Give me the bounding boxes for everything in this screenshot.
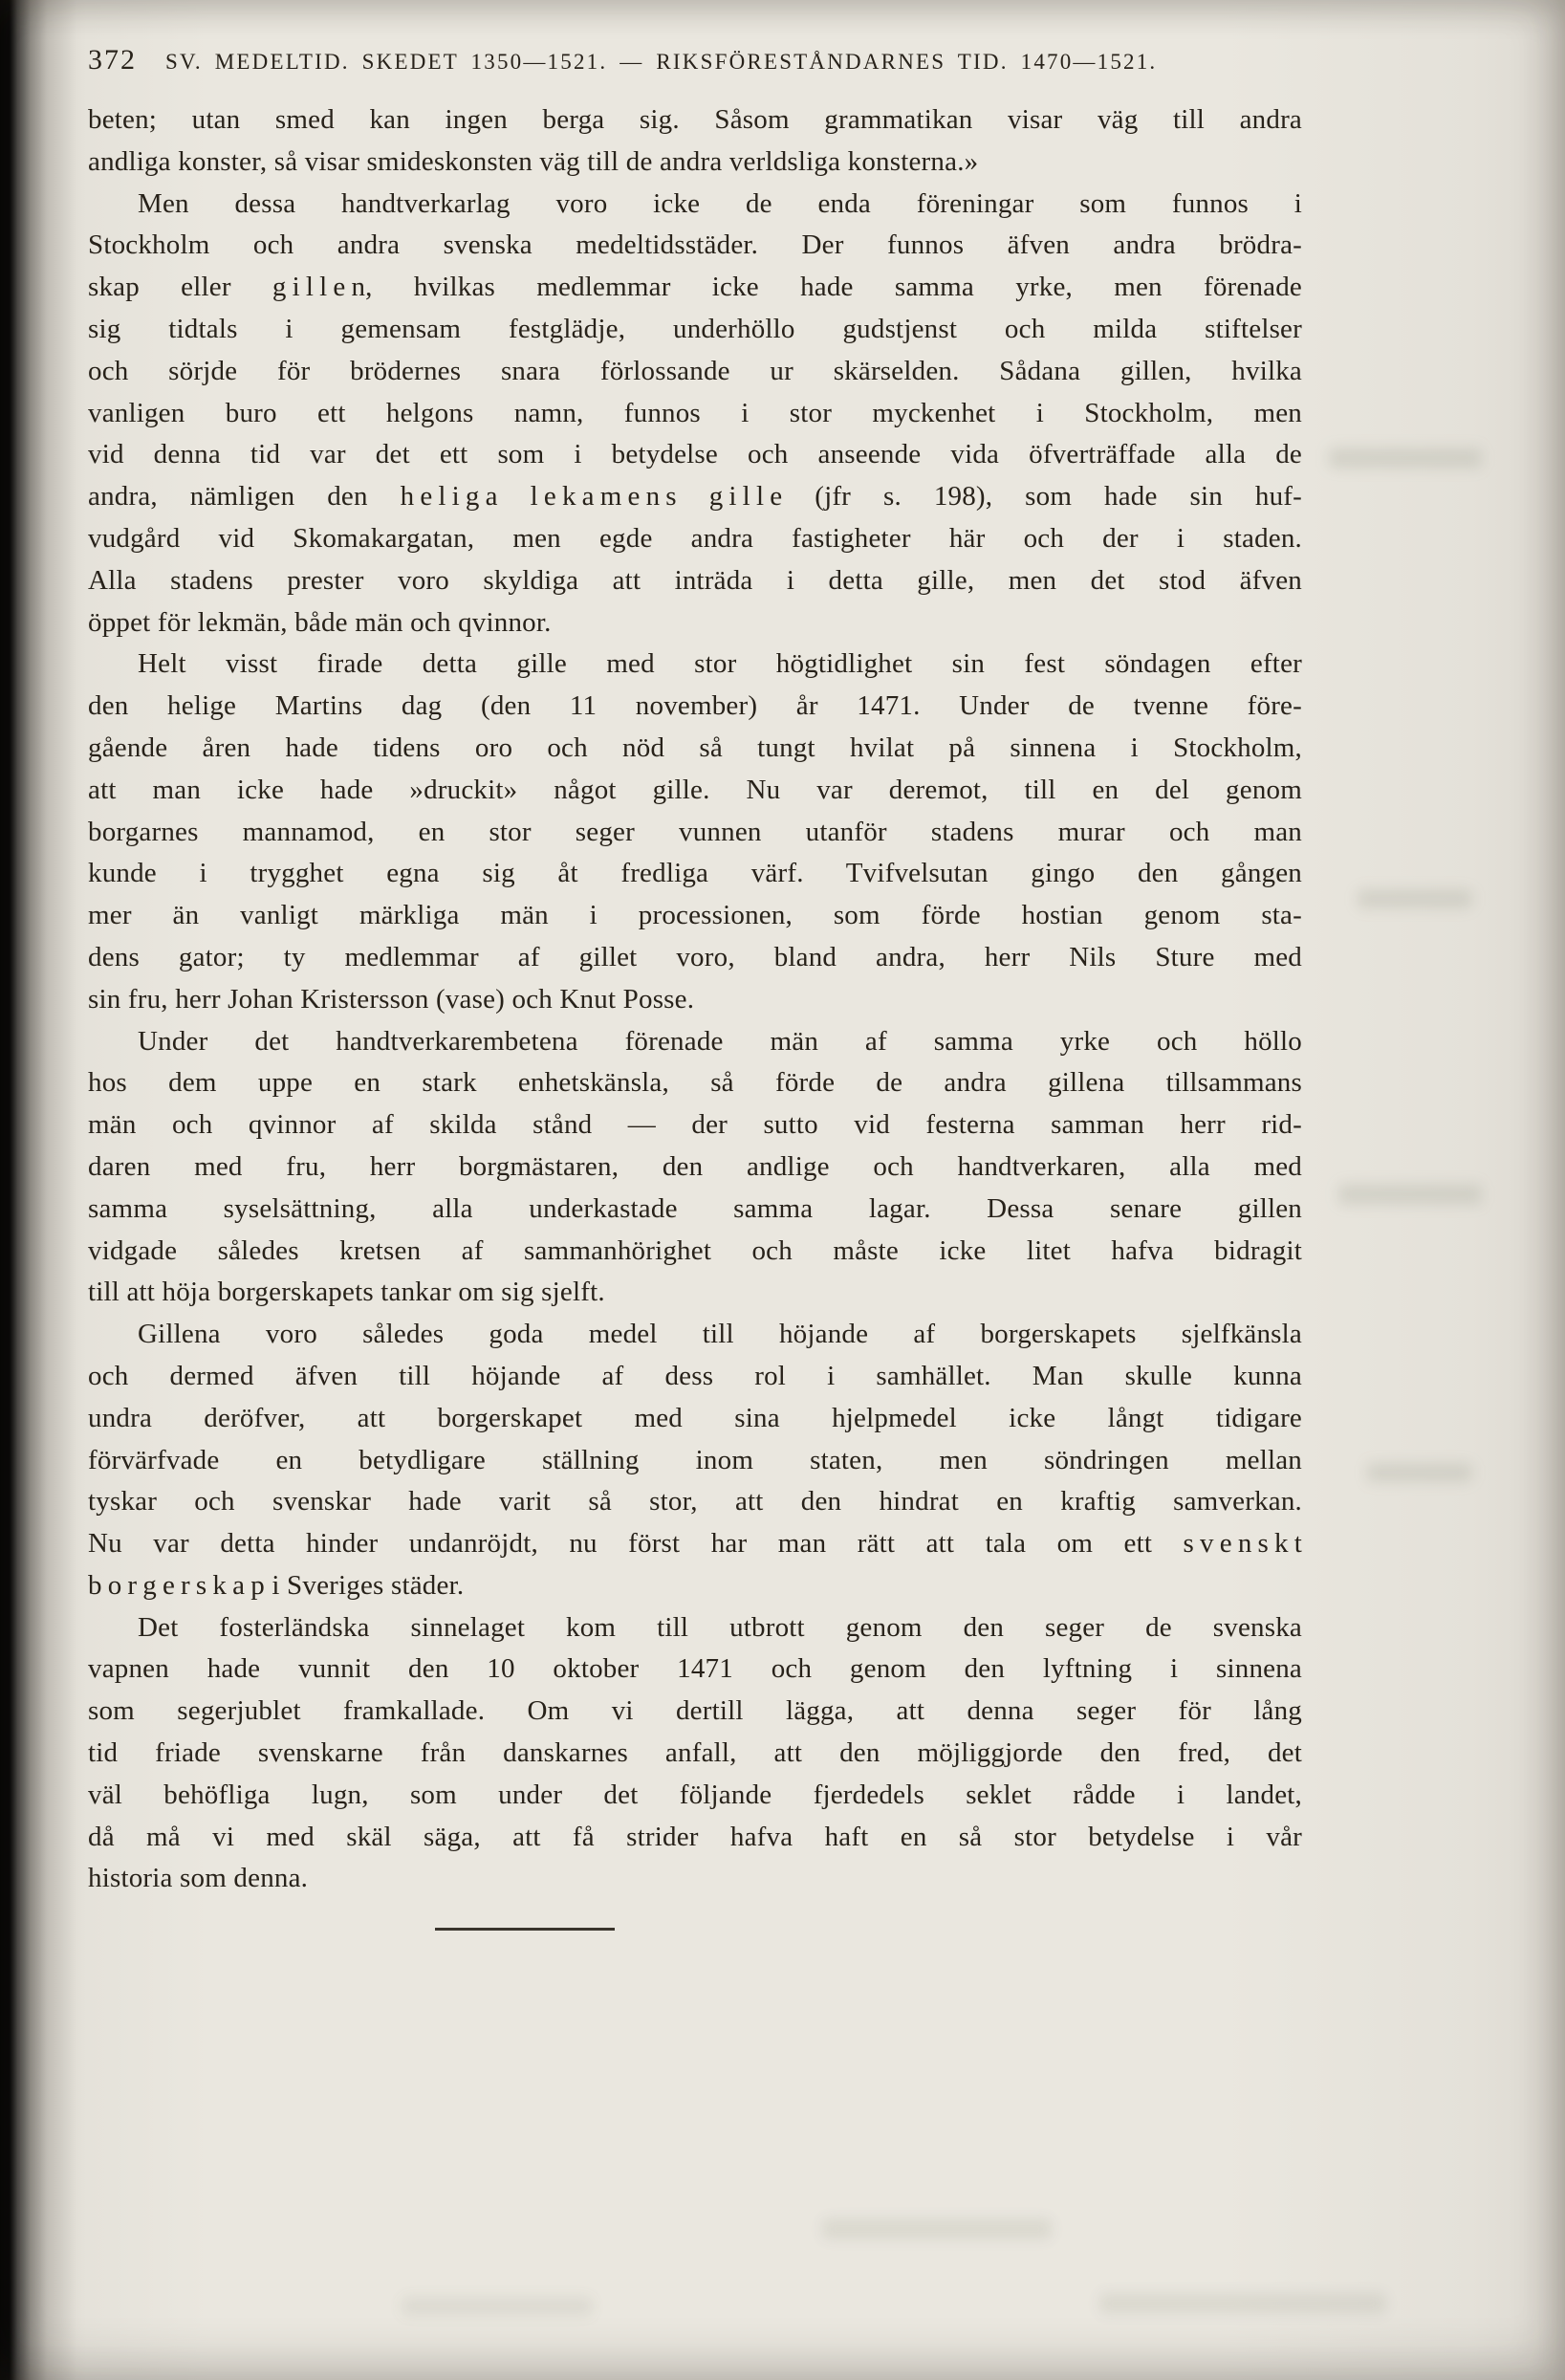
separator-rule bbox=[435, 1928, 615, 1931]
text-line: borgarnes mannamod, en stor seger vunnen utanför stadens murar och man bbox=[88, 816, 1302, 847]
text-line: andliga konster, så visar smideskonsten väg till de andra verldsliga konsterna.» bbox=[88, 145, 979, 177]
text-line: Men dessa handtverkarlag voro icke de enda föreningar som funnos i bbox=[138, 187, 1302, 219]
text-line: män och qvinnor af skilda stånd — der sutto vid festerna samman herr rid- bbox=[88, 1109, 1302, 1141]
text-line: öppet för lekmän, både män och qvinnor. bbox=[88, 606, 552, 638]
text-line: skap eller g i l l e n, hvilkas medlemmar icke hade samma yrke, men förenade bbox=[88, 272, 1302, 303]
text-line: historia som denna. bbox=[88, 1863, 309, 1894]
text-line: den helige Martins dag (den 11 november) år 1471. Under de tvenne före- bbox=[88, 690, 1302, 722]
text-line: mer än vanligt märkliga män i processionen, som förde hostian genom sta- bbox=[88, 900, 1302, 931]
page-header bbox=[88, 44, 1302, 76]
bleed-through-mark bbox=[1338, 1184, 1482, 1205]
text-line: vudgård vid Skomakargatan, men egde andra fastigheter här och der i staden. bbox=[88, 522, 1302, 554]
text-line: sin fru, herr Johan Kristersson (vase) och Knut Posse. bbox=[88, 983, 695, 1015]
text-line: hos dem uppe en stark enhetskänsla, så förde de andra gillena tillsammans bbox=[88, 1067, 1302, 1099]
bleed-through-mark bbox=[1367, 1463, 1472, 1482]
text-line: vidgade således kretsen af sammanhörighet och måste icke litet hafva bidragit bbox=[88, 1234, 1302, 1266]
text-line: undra deröfver, att borgerskapet med sina hjelpmedel icke långt tidigare bbox=[88, 1402, 1302, 1433]
text-line: Stockholm och andra svenska medeltidsstäder. Der funnos äfven andra brödra- bbox=[88, 229, 1302, 261]
text-line: andra, nämligen den h e l i g a l e k a m e n s g i l l e (jfr s. 198), som hade sin huf- bbox=[88, 481, 1302, 513]
text-line: vapnen hade vunnit den 10 oktober 1471 och genom den lyftning i sinnena bbox=[88, 1653, 1302, 1685]
text-line: b o r g e r s k a p i Sveriges städer. bbox=[88, 1569, 465, 1601]
page-number: 372 bbox=[88, 44, 137, 76]
text-line: Helt visst firade detta gille med stor högtidlighet sin fest söndagen efter bbox=[138, 648, 1302, 680]
text-block bbox=[88, 99, 1302, 1900]
text-line: vid denna tid var det ett som i betydelse och anseende vida öfverträffade alla de bbox=[88, 439, 1302, 470]
text-line: tid friade svenskarne från danskarnes anfall, att den möjliggjorde den fred, det bbox=[88, 1737, 1302, 1769]
text-line: förvärfvade en betydligare ställning inom staten, men söndringen mellan bbox=[88, 1444, 1302, 1475]
text-line: kunde i trygghet egna sig åt fredliga värf. Tvifvelsutan gingo den gången bbox=[88, 858, 1302, 889]
bleed-through-mark bbox=[822, 2218, 1052, 2239]
text-line: att man icke hade »druckit» något gille. Nu var deremot, till en del genom bbox=[88, 774, 1302, 805]
text-line: som segerjublet framkallade. Om vi dertill lägga, att denna seger för lång bbox=[88, 1695, 1302, 1727]
text-line: beten; utan smed kan ingen berga sig. Såsom grammatikan visar väg till andra bbox=[88, 104, 1302, 135]
running-title: SV. MEDELTID. SKEDET 1350—1521. — RIKSFÖRESTÅNDARNES TID. 1470—1521. bbox=[165, 50, 1158, 74]
text-line: och sörjde för brödernes snara förlossande ur skärselden. Sådana gillen, hvilka bbox=[88, 355, 1302, 386]
text-line: gående åren hade tidens oro och nöd så tungt hvilat på sinnena i Stockholm, bbox=[88, 731, 1302, 763]
text-line: till att höja borgerskapets tankar om sig sjelft. bbox=[88, 1277, 605, 1308]
text-line: samma syselsättning, alla underkastade samma lagar. Dessa senare gillen bbox=[88, 1192, 1302, 1224]
scan-gutter-shadow bbox=[0, 0, 76, 2380]
text-line: Gillena voro således goda medel till höjande af borgerskapets sjelfkänsla bbox=[138, 1319, 1302, 1350]
text-line: och dermed äfven till höjande af dess rol i samhället. Man skulle kunna bbox=[88, 1360, 1302, 1391]
text-line: väl behöfliga lugn, som under det följande fjerdedels seklet rådde i landet, bbox=[88, 1779, 1302, 1810]
text-line: Nu var detta hinder undanröjdt, nu först har man rätt att tala om ett s v e n s k t bbox=[88, 1528, 1302, 1560]
text-line: sig tidtals i gemensam festglädje, underhöllo gudstjenst och milda stiftelser bbox=[88, 313, 1302, 344]
bleed-through-mark bbox=[1329, 448, 1482, 469]
bleed-through-mark bbox=[1358, 889, 1472, 908]
text-line: daren med fru, herr borgmästaren, den andlige och handtverkaren, alla med bbox=[88, 1150, 1302, 1182]
text-line: då må vi med skäl säga, att få strider hafva haft en så stor betydelse i vår bbox=[88, 1821, 1302, 1852]
bleed-through-mark bbox=[402, 2297, 593, 2316]
text-line: Alla stadens prester voro skyldiga att inträda i detta gille, men det stod äfven bbox=[88, 564, 1302, 596]
text-line: vanligen buro ett helgons namn, funnos i stor myckenhet i Stockholm, men bbox=[88, 397, 1302, 428]
text-line: tyskar och svenskar hade varit så stor, att den hindrat en kraftig samverkan. bbox=[88, 1486, 1302, 1518]
text-line: dens gator; ty medlemmar af gillet voro, bland andra, herr Nils Sture med bbox=[88, 941, 1302, 972]
bleed-through-mark bbox=[1099, 2293, 1386, 2314]
text-line: Det fosterländska sinnelaget kom till utbrott genom den seger de svenska bbox=[138, 1611, 1302, 1643]
text-line: Under det handtverkarembetena förenade män af samma yrke och höllo bbox=[138, 1025, 1302, 1057]
